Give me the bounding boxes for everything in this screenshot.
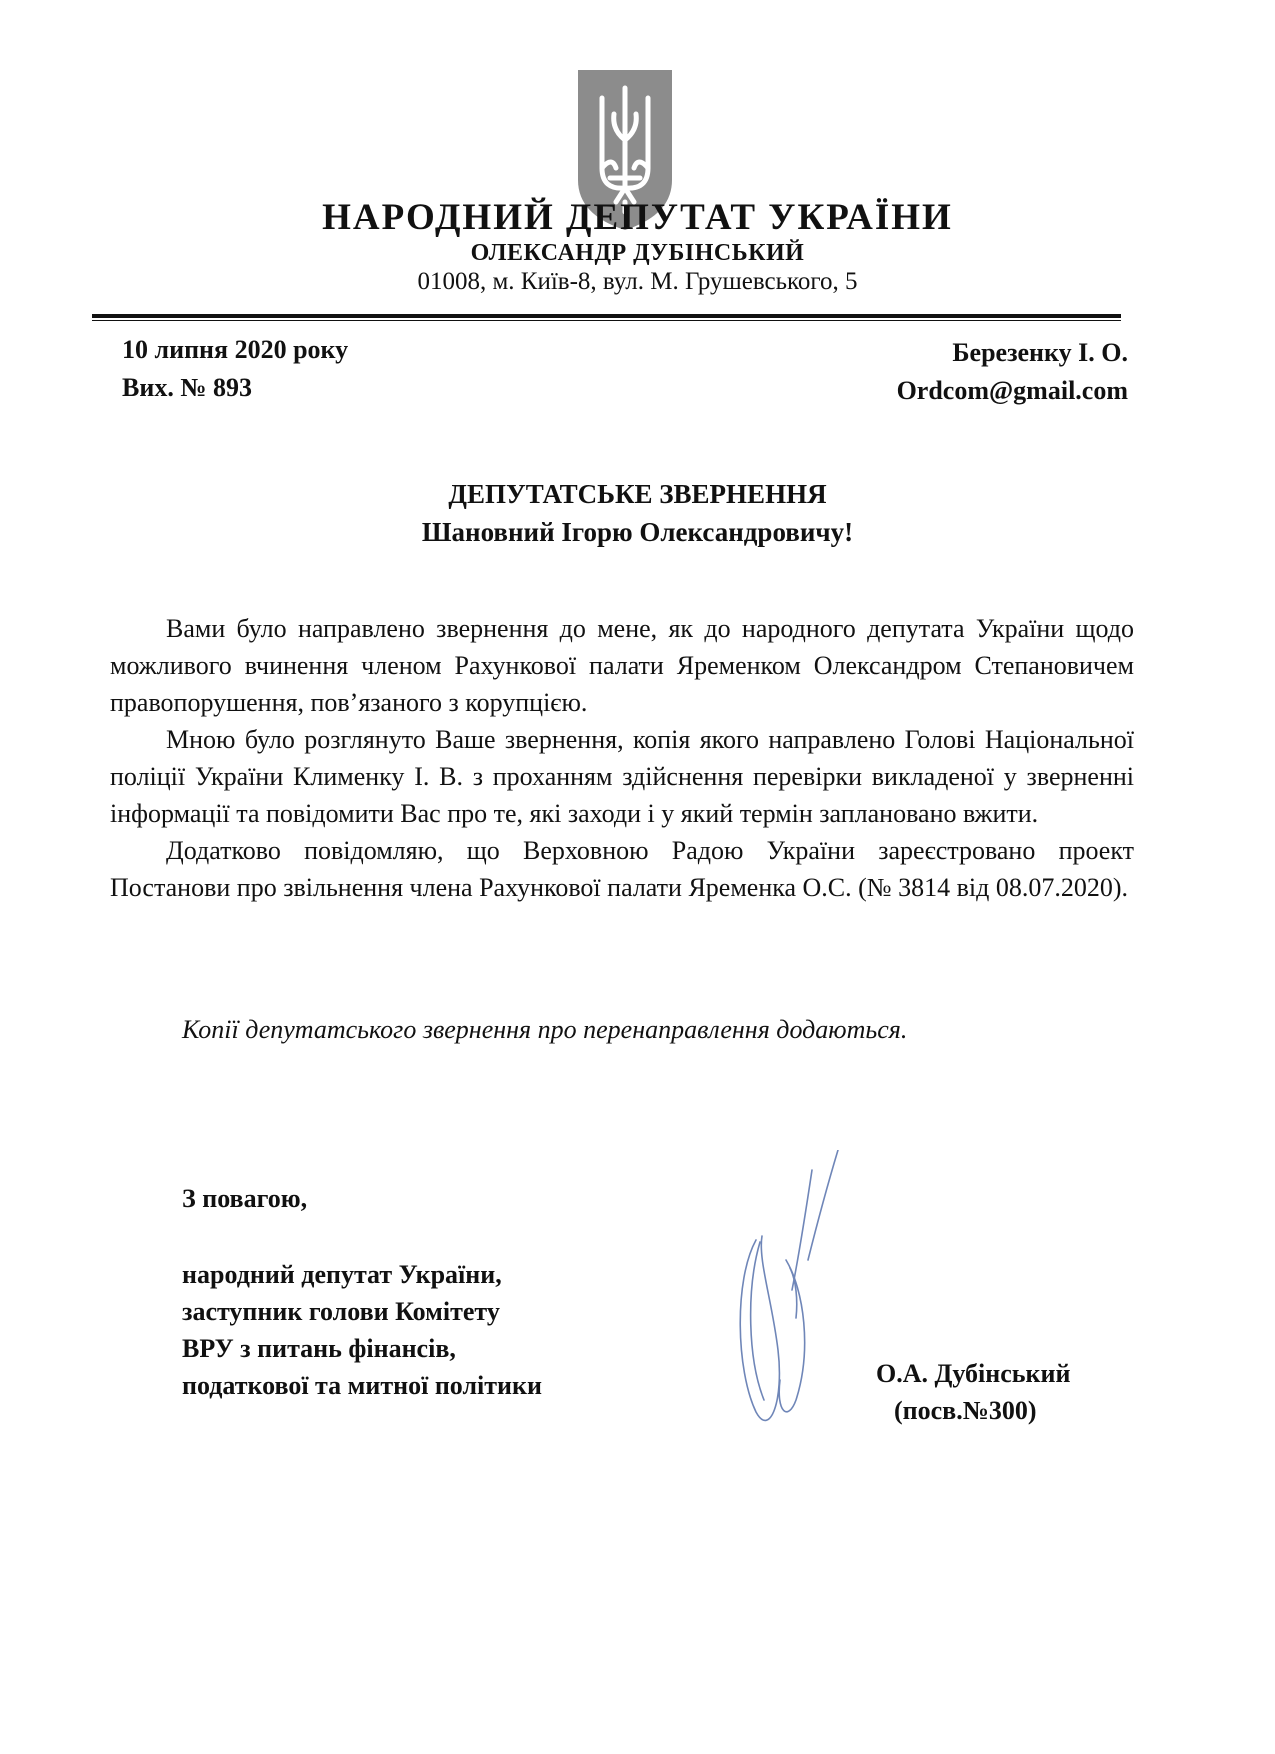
letterhead-title: НАРОДНИЙ ДЕПУТАТ УКРАЇНИ bbox=[322, 197, 953, 238]
header-rule-thick bbox=[92, 314, 1121, 318]
position-line: податкової та митної політики bbox=[182, 1371, 542, 1400]
letterhead-name: ОЛЕКСАНДР ДУБІНСЬКИЙ bbox=[470, 240, 805, 266]
position-line: народний депутат України, bbox=[182, 1260, 502, 1289]
position-line: ВРУ з питань фінансів, bbox=[182, 1334, 456, 1363]
recipient-email: Ordcom@gmail.com bbox=[896, 376, 1128, 405]
outgoing-number: Вих. № 893 bbox=[122, 373, 252, 402]
greeting: Шановний Ігорю Олександровичу! bbox=[421, 517, 854, 547]
handwritten-signature bbox=[726, 1150, 886, 1430]
recipient-name: Березенку І. О. bbox=[952, 338, 1128, 367]
body-paragraph: Мною було розглянуто Ваше звернення, копія якого направлено Голові Національної поліції України Клименку І. В. з проханням здійснення перевірки викладеної у зверненні інформації та повідомити Вас про те, які заходи і у який термін заплановано вжити. bbox=[110, 725, 1134, 828]
signer-name: О.А. Дубінський bbox=[876, 1359, 1071, 1388]
header-rule-thin bbox=[92, 320, 1121, 321]
signer-block bbox=[876, 1355, 1070, 1429]
position-line: заступник голови Комітету bbox=[182, 1297, 500, 1326]
enclosure-note: Копії депутатського звернення про перенаправлення додаються. bbox=[182, 1015, 908, 1044]
signer-position bbox=[182, 1256, 542, 1404]
letterhead-address: 01008, м. Київ-8, вул. М. Грушевського, 5 bbox=[417, 268, 858, 295]
body-paragraph: Додатково повідомляю, що Верховною Радою України зареєстровано проект Постанови про звільнення члена Рахункової палати Яременка О.С. (№ 3814 від 08.07.2020). bbox=[110, 836, 1134, 902]
letter-body bbox=[110, 610, 1134, 906]
letter-date: 10 липня 2020 року bbox=[122, 335, 349, 364]
letter-meta bbox=[122, 331, 348, 407]
closing-regards: З повагою, bbox=[182, 1184, 308, 1213]
body-paragraph: Вами було направлено звернення до мене, як до народного депутата України щодо можливого вчинення членом Рахункової палати Яременком Олександром Степановичем правопорушення, пов’язаного з корупцією. bbox=[110, 614, 1134, 717]
certificate-number: (посв.№300) bbox=[894, 1396, 1037, 1425]
document-title: ДЕПУТАТСЬКЕ ЗВЕРНЕННЯ bbox=[448, 479, 827, 509]
recipient-block bbox=[897, 334, 1128, 410]
